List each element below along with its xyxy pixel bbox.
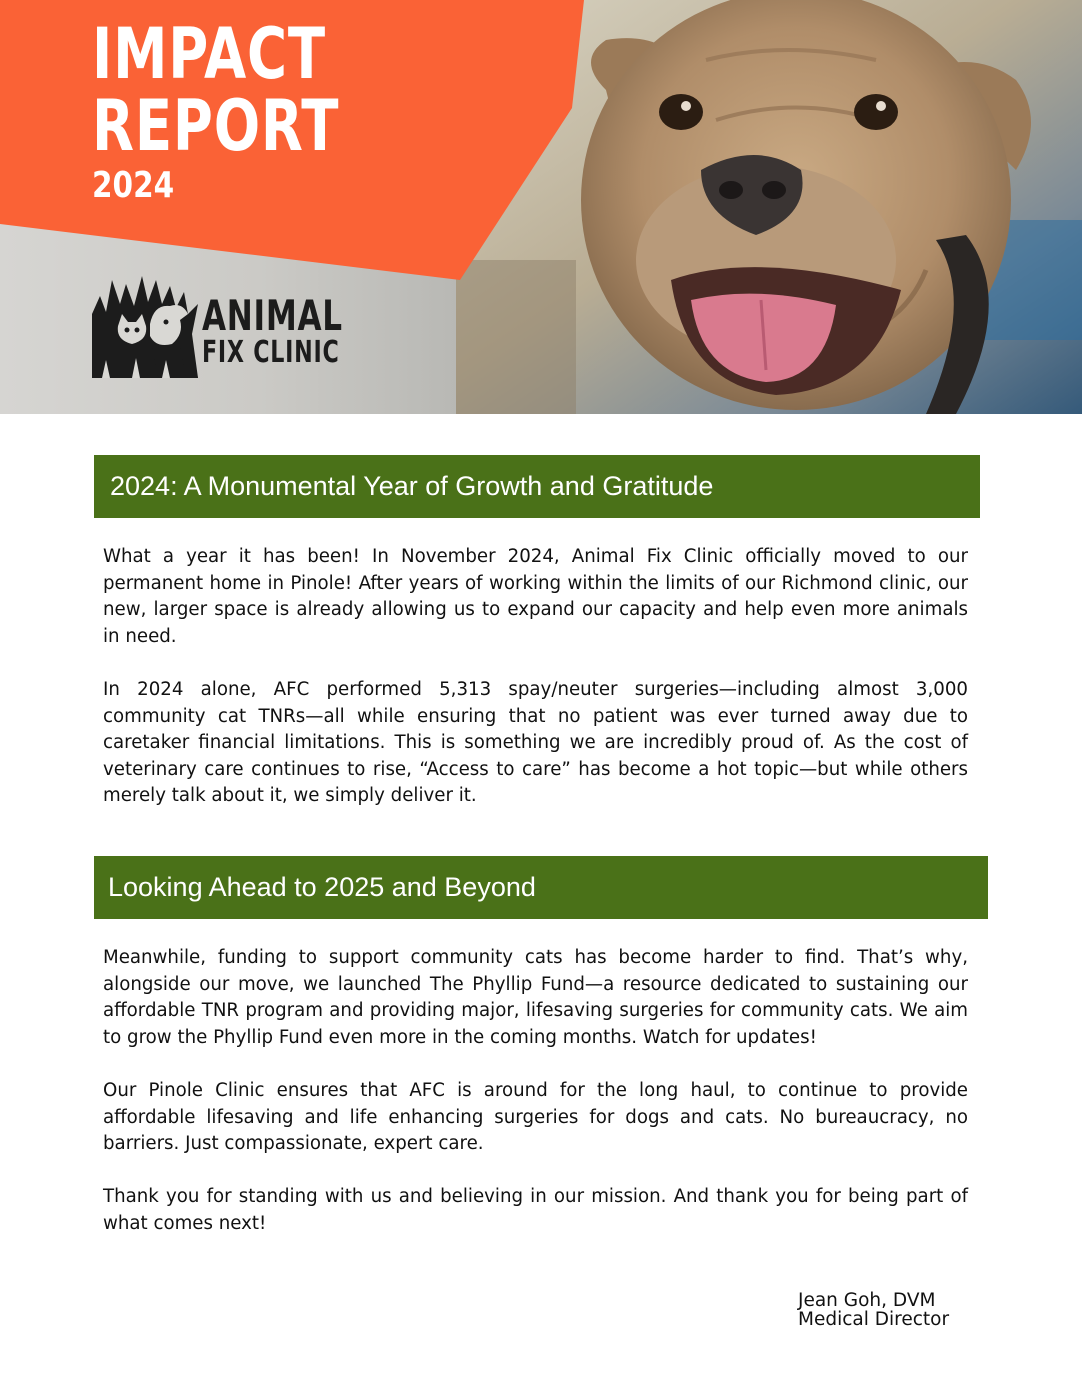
title-line-impact: IMPACT (92, 13, 326, 95)
logo-word-animal: ANIMAL (202, 291, 343, 340)
title-line-report: REPORT (92, 85, 340, 167)
animal-fix-clinic-logo (92, 274, 352, 378)
logo-wordmark (202, 291, 392, 370)
paragraph-phyllip-fund: Meanwhile, funding to support community cats has become harder to find. That’s why, alongside our move, we launched The Phyllip Fund—a resource dedicated to sustaining our affordable TNR program and providing major, lifesaving surgeries for community cats. We aim to grow the Phyllip Fund even more in the coming months. Watch for updates! (103, 947, 968, 1048)
section-heading-looking-ahead: Looking Ahead to 2025 and Beyond (94, 856, 988, 919)
paragraph-pinole-clinic: Our Pinole Clinic ensures that AFC is around for the long haul, to continue to provide affordable lifesaving and life enhancing surgeries for dogs and cats. No bureaucracy, no barriers. Just compassionate, expert care. (103, 1080, 968, 1154)
report-header (0, 0, 1082, 414)
signature-block (798, 1292, 949, 1329)
paragraph-2024-surgeries: In 2024 alone, AFC performed 5,313 spay/neuter surgeries—including almost 3,000 community cat TNRs—all while ensuring that no patient was ever turned away due to caretaker financial limitations. This is something we are incredibly proud of. As the cost of veterinary care continues to rise, “Access to care” has become a hot topic—but while others merely talk about it, we simply deliver it. (103, 679, 968, 806)
report-year: 2024 (92, 165, 175, 206)
paragraph-thank-you: Thank you for standing with us and believing in our mission. And thank you for being part of what comes next! (103, 1186, 968, 1234)
section-heading-growth: 2024: A Monumental Year of Growth and Gratitude (94, 455, 980, 518)
signature-name: Jean Goh, DVM (798, 1290, 936, 1311)
signature-title: Medical Director (798, 1308, 950, 1330)
report-title (92, 13, 409, 208)
logo-word-fix-clinic: FIX CLINIC (202, 335, 340, 370)
paragraph-move-to-pinole: What a year it has been! In November 2024, Animal Fix Clinic officially moved to our permanent home in Pinole! After years of working within the limits of our Richmond clinic, our new, larger space is already allowing us to expand our capacity and help even more animals in need. (103, 546, 968, 647)
cat-dog-grass-logo-icon (92, 274, 198, 378)
